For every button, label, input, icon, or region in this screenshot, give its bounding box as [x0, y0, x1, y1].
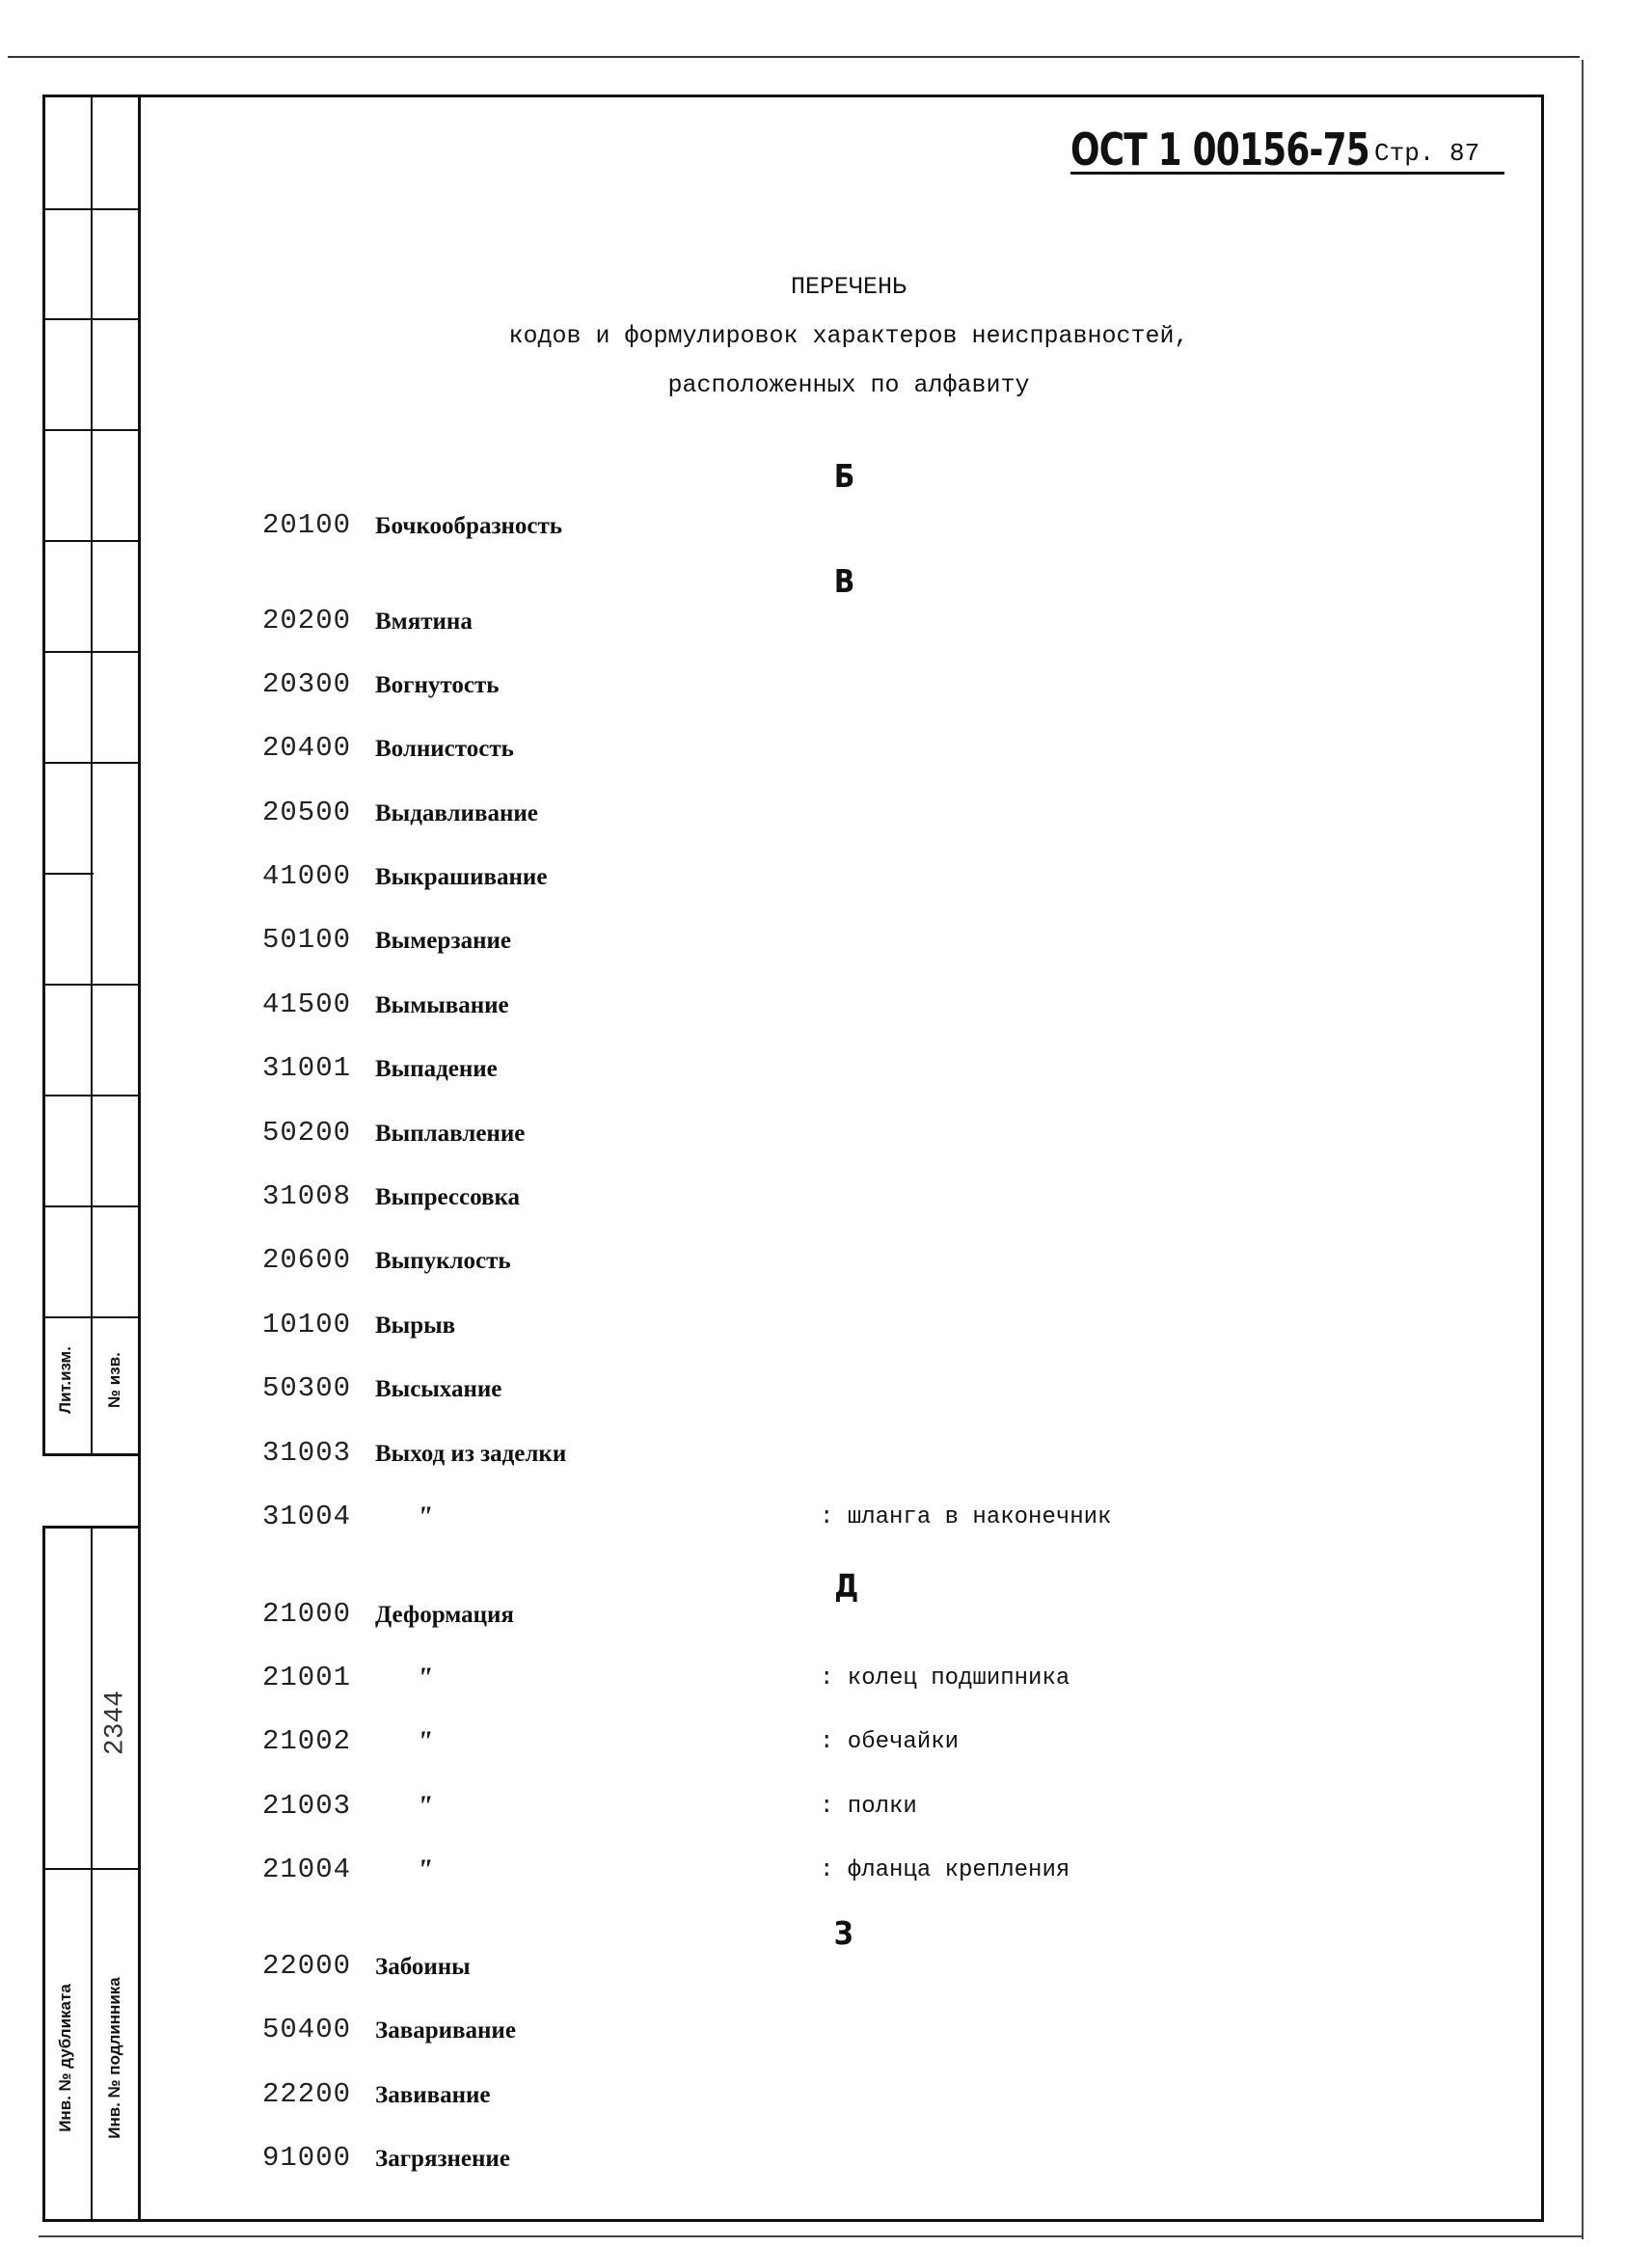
defect-name: Выпуклость — [375, 1248, 511, 1274]
stamp-row-divider — [45, 1316, 138, 1318]
section-letter: В — [833, 562, 855, 600]
defect-code: 50100 — [262, 924, 352, 956]
defect-code: 21001 — [262, 1662, 352, 1693]
defect-code: 10100 — [262, 1309, 352, 1340]
defect-name: Деформация — [375, 1602, 514, 1628]
defect-code: 50400 — [262, 2014, 352, 2045]
defect-name: Выплавление — [375, 1121, 526, 1147]
side-stamp-lower — [42, 1526, 141, 2222]
bottom-edge-rule — [39, 2235, 1582, 2237]
defect-code: 20100 — [262, 509, 352, 541]
defect-name: Вырыв — [375, 1313, 456, 1339]
top-rule — [8, 56, 1580, 58]
defect-name: Завивание — [375, 2082, 491, 2108]
defect-code: 21003 — [262, 1790, 352, 1822]
defect-code: 31004 — [262, 1501, 352, 1532]
side-stamp-upper — [42, 95, 141, 1456]
defect-code: 21004 — [262, 1854, 352, 1885]
ditto-mark: " — [417, 1854, 433, 1885]
defect-code: 22000 — [262, 1950, 352, 1982]
stamp-row-divider — [45, 1095, 138, 1096]
stamp-row-divider — [45, 429, 138, 431]
section-letter: З — [833, 1914, 853, 1952]
stamp-row-divider — [45, 1868, 138, 1870]
title-line-3: расположенных по алфавиту — [667, 371, 1030, 399]
stamp-no-izv: № изв. — [105, 1352, 123, 1408]
defect-qualifier: : шланга в наконечник — [820, 1504, 1112, 1530]
defect-code: 41000 — [262, 860, 352, 892]
defect-qualifier: : фланца крепления — [820, 1857, 1070, 1883]
defect-code: 21002 — [262, 1725, 352, 1757]
stamp-row-divider — [45, 318, 138, 320]
defect-name: Вмятина — [375, 609, 473, 635]
defect-code: 31003 — [262, 1437, 352, 1469]
ditto-mark: " — [417, 1725, 433, 1757]
defect-name: Заваривание — [375, 2017, 516, 2044]
defect-code: 22200 — [262, 2078, 352, 2110]
header-underline — [1070, 172, 1504, 175]
stamp-row-divider — [45, 1205, 138, 1207]
defect-name: Волнистость — [375, 736, 514, 762]
defect-name: Выкрашивание — [375, 864, 548, 890]
document-header — [1070, 123, 1504, 176]
defect-name: Вогнутость — [375, 672, 500, 698]
defect-code: 31008 — [262, 1180, 352, 1212]
stamp-row-divider — [45, 762, 138, 764]
defect-qualifier: : обечайки — [820, 1729, 960, 1755]
stamp-column-divider — [91, 1529, 93, 2219]
defect-code: 20500 — [262, 797, 352, 828]
defect-code: 20400 — [262, 732, 352, 764]
ditto-mark: " — [417, 1501, 433, 1532]
defect-name: Выпрессовка — [375, 1184, 520, 1210]
page-number: Стр. 87 — [1374, 139, 1480, 168]
defect-name: Вымывание — [375, 992, 509, 1018]
defect-code: 21000 — [262, 1598, 352, 1630]
ditto-mark: " — [417, 1790, 433, 1822]
page-frame — [138, 95, 1544, 2222]
right-edge-rule — [1582, 60, 1584, 2239]
defect-name: Выдавливание — [375, 800, 538, 826]
defect-name: Высыхание — [375, 1376, 502, 1402]
defect-code: 50300 — [262, 1372, 352, 1404]
defect-name: Бочкообразность — [375, 513, 563, 539]
defect-qualifier: : колец подшипника — [820, 1665, 1070, 1692]
defect-qualifier: : полки — [820, 1794, 917, 1820]
title-line-2: кодов и формулировок характеров неисправностей, — [508, 322, 1189, 350]
ditto-mark: " — [417, 1662, 433, 1693]
title-line-1: ПЕРЕЧЕНЬ — [790, 273, 907, 301]
section-letter: Д — [834, 1567, 859, 1605]
stamp-lit-izm: Лит.изм. — [56, 1346, 74, 1414]
section-letter: Б — [833, 457, 855, 495]
stamp-number: 2344 — [100, 1690, 131, 1756]
stamp-inv-dublikata: Инв. № дубликата — [56, 1984, 74, 2132]
defect-code: 31001 — [262, 1052, 352, 1084]
defect-code: 20600 — [262, 1244, 352, 1276]
defect-name: Вымерзание — [375, 928, 511, 954]
stamp-inv-podlinnika: Инв. № подлинника — [105, 1977, 123, 2139]
stamp-row-divider — [45, 984, 138, 986]
defect-name: Выход из заделки — [375, 1441, 567, 1467]
document-id: ОСТ 1 00156-75 — [1070, 123, 1369, 176]
defect-code: 50200 — [262, 1117, 352, 1149]
stamp-column-divider — [91, 97, 93, 1453]
defect-name: Выпадение — [375, 1056, 498, 1082]
stamp-row-divider — [45, 540, 138, 542]
defect-name: Загрязнение — [375, 2146, 510, 2172]
defect-code: 20300 — [262, 668, 352, 700]
defect-code: 91000 — [262, 2142, 352, 2174]
stamp-row-divider — [45, 873, 94, 875]
stamp-row-divider — [45, 651, 138, 653]
defect-name: Забоины — [375, 1954, 471, 1980]
defect-code: 41500 — [262, 988, 352, 1020]
stamp-row-divider — [45, 208, 138, 210]
defect-code: 20200 — [262, 605, 352, 636]
